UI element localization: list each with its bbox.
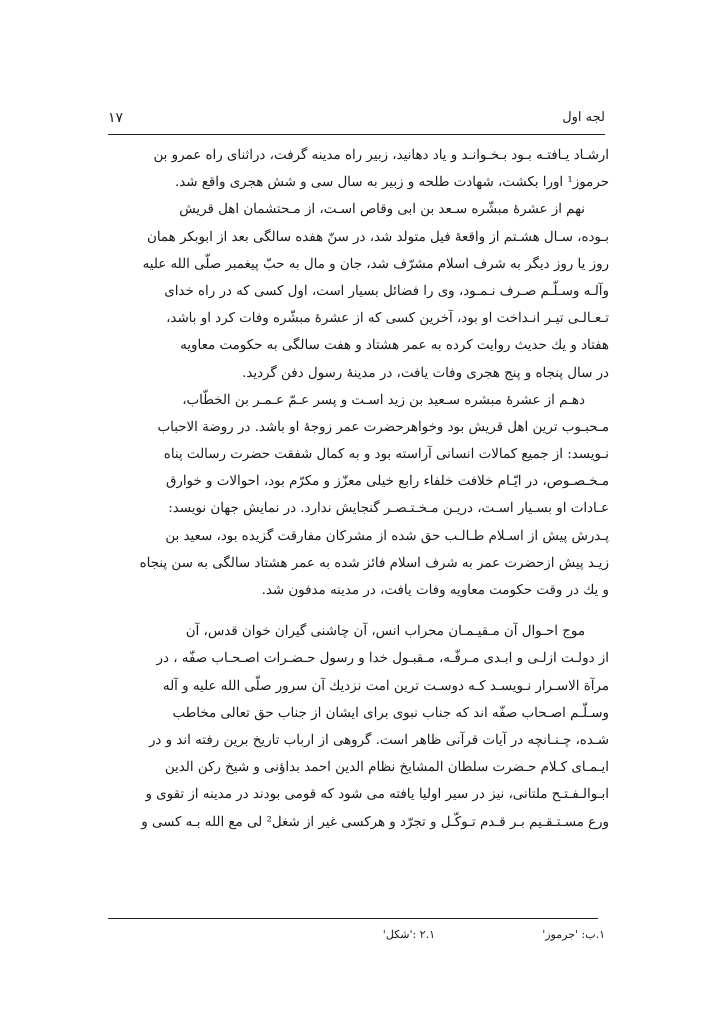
text-line: موج احـوال آن مـقیـمـان محراب انس، آن چاشنی گیران خوان قدس، آن	[185, 624, 585, 640]
text-line: ابـوالـفـتـح ملتانی، نیز در سیر اولیا یافته می شود که قومی بودند در مدینه از تقوی و	[145, 787, 609, 803]
text-line: حرموز¹ اورا بکشت، شهادت طلحه و زبیر به سال سی و شش هجری واقع شد.	[174, 175, 609, 191]
footnote-2: ۲.۱ :'شکل'	[382, 928, 435, 941]
text-line: زیـد پیش ازحضرت عمر به شرف اسلام فائز شده به عمر هشتاد سالگی به سن پنجاه	[139, 555, 609, 571]
body-text	[104, 142, 609, 836]
header-rule	[108, 134, 605, 135]
text-line: ایـمـای کـلام حـضرت سلطان المشایخ نظام الدین احمد بداؤنی و شیخ رکن الدین	[164, 760, 609, 776]
text-line: نهم از عشرهٔ مبشّره سـعد بن ابی وقاص اسـت، از مـحتشمان اهل قریش	[179, 202, 585, 218]
text-line: ارشـاد یـافتـه بـود بـخـوانـد و یاد دهانید، زبیر راه مدینه گرفت، دراثنای راه عمرو بن	[153, 148, 609, 163]
text-line: نـویسد: از جمیع کمالات انسانی آراسته بود و به کمال شفقت حضرت رسالت پناه	[163, 447, 609, 463]
text-line: از دولـت ازلـی و ابـدی مـرفّـه، مـقبـول خدا و رسول حـضـرات اصـحـاب صفّه ، در	[156, 651, 609, 667]
text-line: در سال پنجاه و پنج هجری وفات یافت، در مدینهٔ رسول دفن گردید.	[242, 365, 609, 381]
running-head: لجه اول	[562, 110, 605, 125]
text-line: تـعـالـی تیـر انـداخت او بود، آخرین کسی که از عشرهٔ مبشّره وفات کرد او باشد،	[166, 311, 609, 327]
footnote-1: ۱.ب: 'جرموز'	[542, 928, 605, 941]
text-line: دهـم از عشرهٔ مبشره سـعید بن زید اسـت و پسر عـمّ عـمـر بن الخطّاب،	[182, 392, 585, 408]
page-header	[108, 110, 605, 132]
text-line: ورع مسـتـقـیم بـر قـدم تـوکّـل و تجرّد و هرکسی غیر از شغل² لی مع الله بـه کسی و	[141, 814, 609, 830]
text-line: روز یا روز دیگر به شرف اسلام مشرّف شد، جان و مال به حبّ پیغمبر صلّی الله علیه	[142, 256, 609, 272]
text-line: عـادات او بسـیار اسـت، دریـن مـخـتـصـر گنجایش ندارد. در نمایش جهان نویسد:	[168, 501, 609, 517]
text-line: مرآة الاسـرار نـویسـد کـه دوسـت ترین امت نزدیك آن سرور صلّی الله علیه و آله	[162, 678, 609, 694]
text-line: هفتاد و یك حدیث روایت کرده به عمر هشتاد و هفت سالگی به حکومت معاویه	[180, 338, 609, 354]
text-line: وسـلّـم اصـحاب صفّه اند که جناب نبوی برای ایشان از جناب حق تعالی مخاطب	[172, 705, 609, 721]
text-line: وآلـه وسـلّـم صـرف نـمـود، وی را فضائل بسیار است، اول کسی که در راه خدای	[164, 283, 609, 299]
text-line: مـخـصـوص، در ایّـام خلافت خلفاء رابع خیلی معزّز و مکرّم بود، احوالات و خوارق	[165, 474, 609, 490]
text-line: بـوده، سـال هشـتم از واقعهٔ فیل متولد شد، در سنّ هفده سالگی بعد از ابوبکر همان	[146, 229, 609, 245]
text-line: و یك در وقت حکومت معاویه وفات یافت، در مدینه مدفون شد.	[261, 583, 609, 598]
text-line: شـده، چـنـانچه در آیات قرآنی ظاهر است. گروهی از ارباب تاریخ برین رفته اند و در	[148, 732, 609, 748]
footnote-rule	[108, 918, 598, 919]
text-line: مـحبـوب ترین اهل قریش بود وخواهرحضرت عمر زوجهٔ او باشد. در روضة الاحباب	[157, 419, 609, 435]
paragraph-gap	[104, 604, 609, 618]
page-number: ۱۷	[108, 110, 124, 126]
text-line: پـدرش پیش از اسـلام طـالـب حق شده از مشرکان مفارقت گزیده بود، سعید بن	[165, 528, 609, 544]
